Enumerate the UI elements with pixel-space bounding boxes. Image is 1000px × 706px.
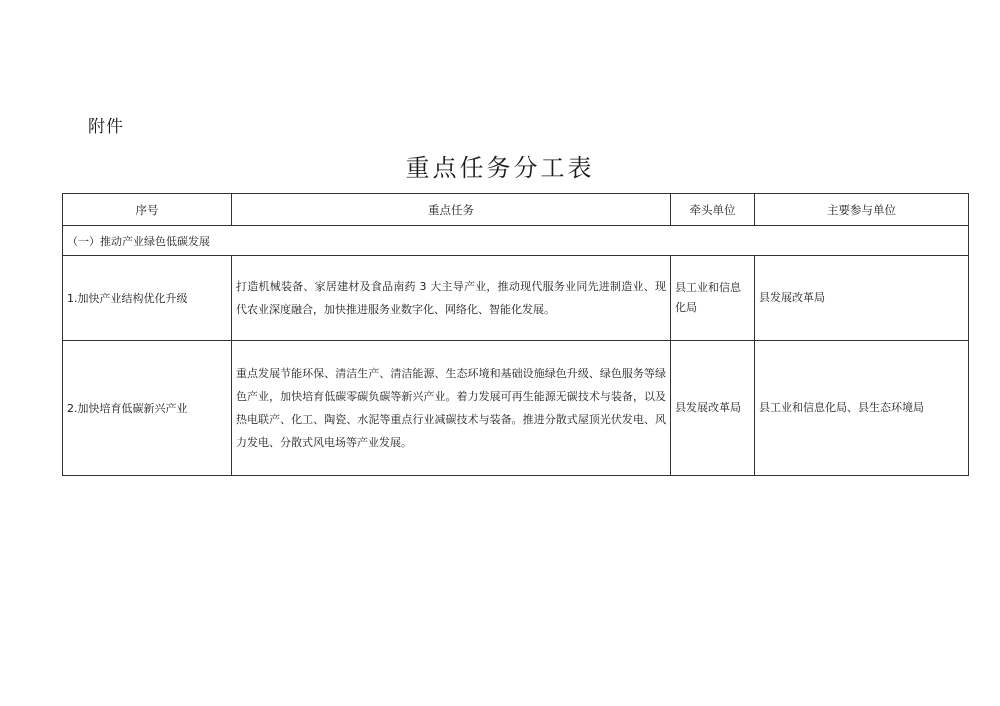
column-header-participants: 主要参与单位	[755, 194, 969, 226]
task-name: 1.加快产业结构优化升级	[63, 256, 232, 341]
section-row	[63, 226, 969, 256]
participant-units: 县工业和信息化局、县生态环境局	[755, 341, 969, 476]
column-header-serial: 序号	[63, 194, 232, 226]
lead-unit: 县工业和信息化局	[671, 256, 755, 341]
section-heading: （一）推动产业绿色低碳发展	[63, 226, 969, 256]
task-name: 2.加快培育低碳新兴产业	[63, 341, 232, 476]
participant-units: 县发展改革局	[755, 256, 969, 341]
table-row	[63, 256, 969, 341]
task-description: 打造机械装备、家居建材及食品南药 3 大主导产业，推动现代服务业同先进制造业、现代农业深度融合，加快推进服务业数字化、网络化、智能化发展。	[232, 256, 671, 341]
column-header-task: 重点任务	[232, 194, 671, 226]
table-header-row	[63, 194, 969, 226]
attachment-label: 附件	[88, 117, 124, 137]
column-header-lead-unit: 牵头单位	[671, 194, 755, 226]
task-description: 重点发展节能环保、清洁生产、清洁能源、生态环境和基础设施绿色升级、绿色服务等绿色产业，加快培育低碳零碳负碳等新兴产业。着力发展可再生能源无碳技术与装备，以及热电联产、化工、陶瓷、水泥等重点行业减碳技术与装备。推进分散式屋顶光伏发电、风力发电、分散式风电场等产业发展。	[232, 341, 671, 476]
task-division-table	[62, 193, 969, 476]
lead-unit: 县发展改革局	[671, 341, 755, 476]
table-row	[63, 341, 969, 476]
document-title: 重点任务分工表	[405, 154, 595, 182]
